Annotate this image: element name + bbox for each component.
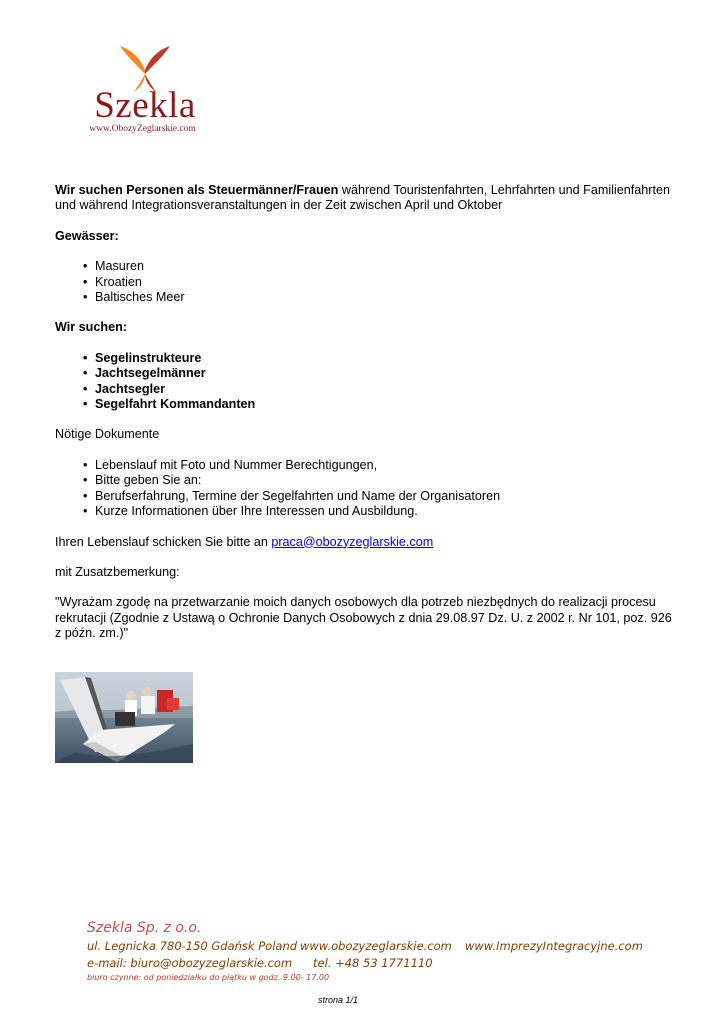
list-item: • Berufserfahrung, Termine der Segelfahrten und Name der Organisatoren [95, 489, 675, 504]
page-number: strona 1/1 [318, 995, 359, 1005]
cv-paragraph [55, 535, 675, 550]
remark-heading: mit Zusatzbemerkung: [55, 564, 180, 579]
list-item: • Kurze Informationen über Ihre Interessen und Ausbildung. [95, 504, 675, 519]
footer-web2[interactable]: www.ImprezyIntegracyjne.com [465, 939, 643, 953]
list-item: • Kroatien [95, 275, 675, 290]
waters-list [55, 259, 675, 305]
document-body [55, 183, 675, 642]
footer-hours: biuro czynne: od poniedziałku do piątku w godz. 9.00- 17.00 [87, 973, 330, 982]
intro-paragraph [55, 183, 675, 214]
list-item: • Jachtsegelmänner [95, 366, 675, 381]
footer [87, 920, 687, 982]
footer-address: ul. Legnicka 7 [87, 939, 168, 953]
email-link[interactable]: praca@obozyzeglarskie.com [271, 534, 434, 549]
company-logo [80, 44, 210, 140]
documents-list [55, 458, 675, 520]
intro-bold: Wir suchen Personen als Steuermänner/Frauen [55, 183, 339, 197]
seeking-list [55, 351, 675, 413]
logo-url: www.ObozyZeglarskie.com [89, 124, 196, 134]
list-item: • Segelinstrukteure [95, 351, 675, 366]
footer-email[interactable]: e-mail: biuro@obozyzeglarskie.com [87, 956, 293, 970]
list-item: • Jachtsegler [95, 382, 675, 397]
list-item: • Masuren [95, 259, 675, 274]
consent-quote: "Wyrażam zgodę na przetwarzanie moich danych osobowych dla potrzeb niezbędnych do realizacji procesu rekrutacji (Zgodnie z Ustawą o Ochronie Danych Osobowych z dnia 29.08.97 Dz. U. z 2002 r. Nr 101, poz. 926 z późn. zm.)" [55, 595, 672, 641]
list-item: • Lebenslauf mit Foto und Nummer Berechtigungen, [95, 458, 675, 473]
documents-heading: Nötige Dokumente [55, 427, 160, 442]
footer-company: Szekla Sp. z o.o. [87, 920, 202, 936]
list-item: • Segelfahrt Kommandanten [95, 397, 675, 412]
footer-address-line [87, 939, 687, 953]
footer-phone: tel. +48 53 1771110 [313, 956, 433, 970]
sailing-photo [55, 672, 193, 763]
footer-city: 80-150 Gdańsk Poland [167, 939, 298, 953]
seeking-heading: Wir suchen: [55, 320, 127, 335]
waters-heading: Gewässer: [55, 228, 119, 243]
logo-brand: Szekla [94, 85, 196, 126]
footer-contact-line [87, 956, 687, 970]
footer-web1[interactable]: www.obozyzeglarskie.com [300, 939, 452, 953]
list-item: • Baltisches Meer [95, 290, 675, 305]
sailboat-image [55, 672, 193, 763]
cv-text: Ihren Lebenslauf schicken Sie bitte an [55, 534, 272, 549]
intro-rest: während Touristenfahrten, Lehrfahrten und Familienfahrten und während Integrationsveranstaltungen in der Zeit zwischen April und Oktober [55, 183, 670, 213]
list-item: • Bitte geben Sie an: [95, 473, 675, 488]
